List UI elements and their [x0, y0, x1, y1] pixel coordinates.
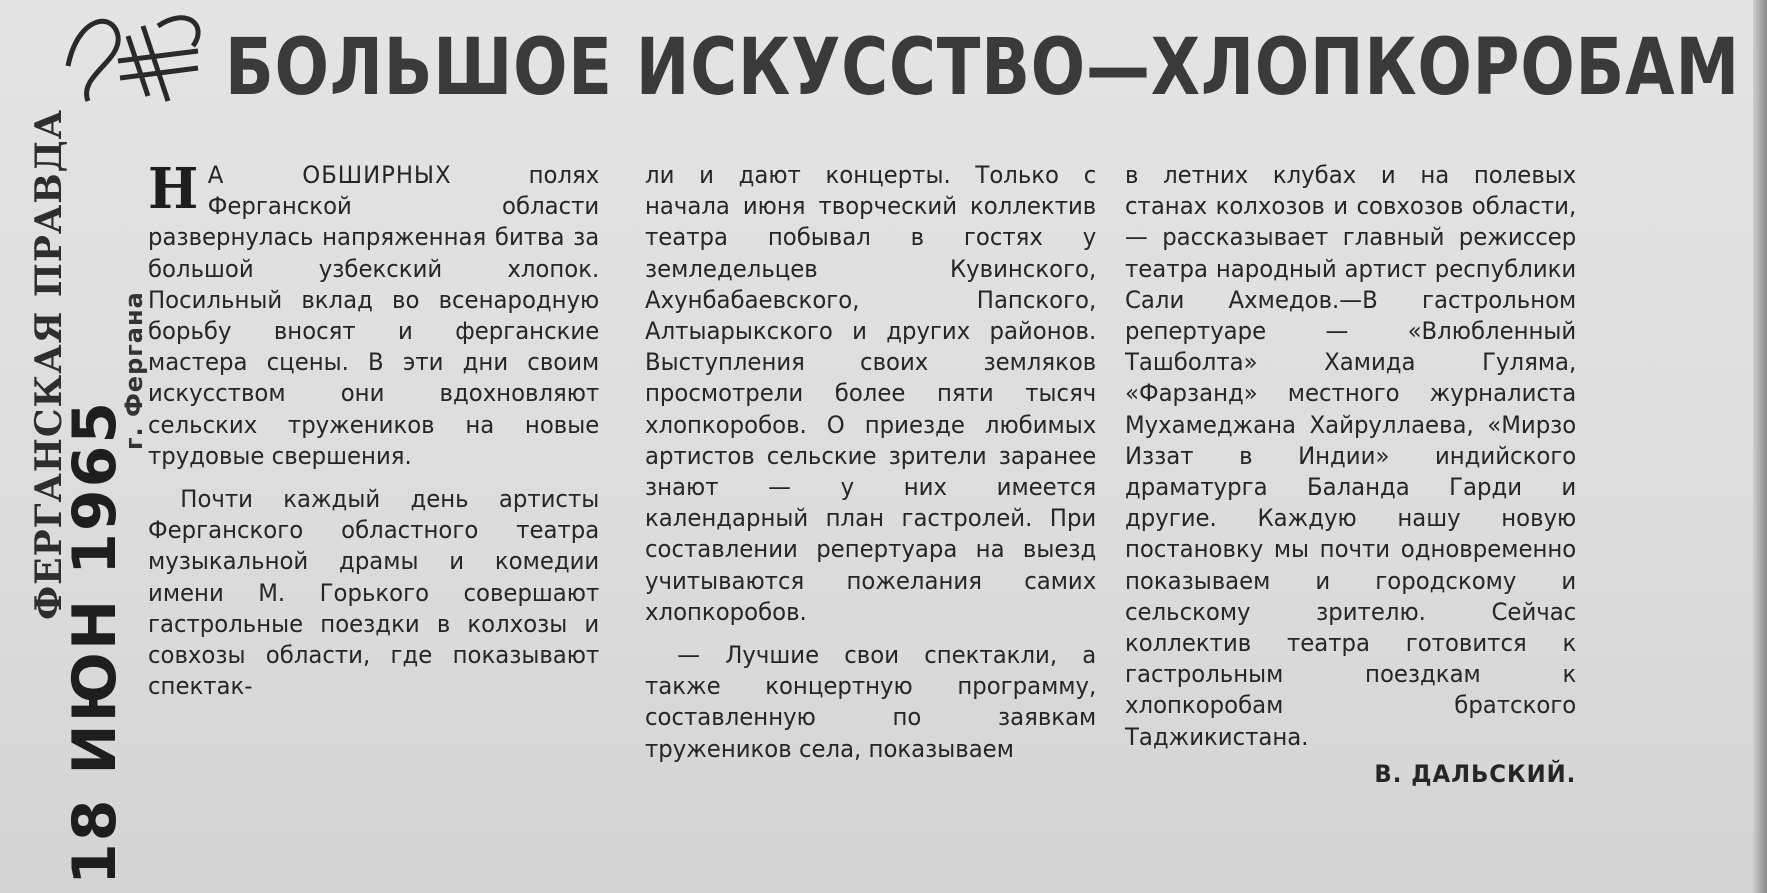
paragraph-text: полях Ферганской области развернулась напряженная битва за большой узбекский хлопок. Посильный вклад во всенародную борьбу вносят и ферганские мастера сцены. В эти дни своим искусством они вдохновляют сельских тружеников на новые трудовые свершения.: [148, 161, 600, 470]
article-headline: БОЛЬШОЕ ИСКУССТВО—ХЛОПКОРОБАМ: [225, 23, 1740, 113]
stamp-date: 18 ИЮН 1965: [60, 399, 130, 885]
stamp-newspaper-name: ФЕРГАНСКАЯ ПРАВДА: [28, 109, 70, 620]
archive-stamp: [20, 20, 148, 885]
article-paragraph: в летних клубах и на полевых станах колхозов и совхозов области, — рассказывает главный режиссер театра народный артист республики Сали Ахмедов.—В гастрольном репертуаре — «Влюбленный Ташболта» Хамида Гуляма, «Фарзанд» местного журналиста Мухамеджана Хайруллаева, «Мирзо Иззат в Индии» индийского драматурга Баланда Гарди и другие. Каждую нашу новую постановку мы почти одновременно показываем и городскому и сельскому зрителю. Сейчас коллектив театра готовится к гастрольным поездкам к хлопкоробам братского Таджикистана.: [1125, 161, 1577, 751]
article-column-3: [1125, 160, 1576, 880]
stamp-city: г. Фергана: [120, 291, 148, 450]
article-paragraph: Почти каждый день артисты Ферганского областного театра музыкальной драмы и комедии имени М. Горького совершают гастрольные поездки в колхозы и совхозы области, где показывают спектак-: [148, 485, 600, 701]
article-column-2: [645, 160, 1096, 880]
article-paragraph: ли и дают концерты. Только с начала июня творческий коллектив театра побывал в гостях у земледельцев Кувинского, Ахунбабаевского, Папского, Алтыарыкского и других районов. Выступления своих земляков просмотрели более пяти тысяч хлопкоробов. О приезде любимых артистов сельские зрители заранее знают — у них имеется календарный план гастролей. При составлении репертуара на выезд учитываются пожелания самих хлопкоробов.: [645, 161, 1097, 626]
article-author: В. ДАЛЬСКИЙ.: [1374, 759, 1577, 788]
article-column-1: [148, 156, 600, 880]
drop-cap: Н: [148, 156, 199, 222]
lead-words: А ОБШИРНЫХ: [207, 161, 452, 189]
article-paragraph: — Лучшие свои спектакли, а также концертную программу, составленную по заявкам тружеников села, показываем: [645, 641, 1097, 763]
article-paragraph: [148, 156, 600, 472]
